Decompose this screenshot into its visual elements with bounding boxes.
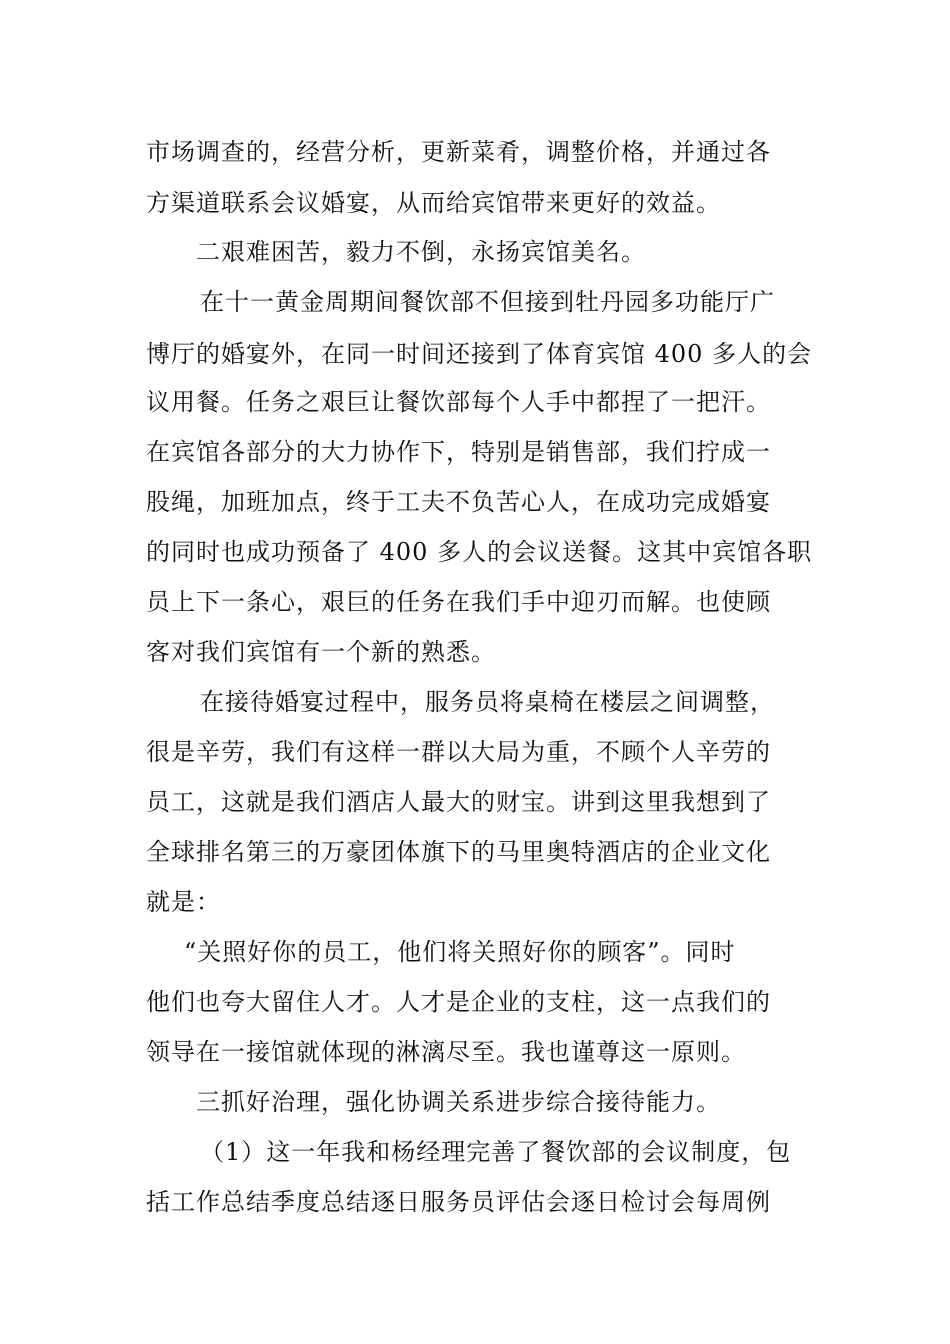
list-item-line: （1）这一年我和杨经理完善了餐饮部的会议制度，包 (200, 1138, 792, 1166)
text-line: 就是： (146, 888, 221, 916)
text-line: 在十一黄金周期间餐饮部不但接到牡丹园多功能厅广 (200, 288, 775, 316)
text-line: 员工，这就是我们酒店人最大的财宝。讲到这里我想到了 (146, 788, 771, 816)
text-line: 领导在一接馆就体现的淋漓尽至。我也谨尊这一原则。 (146, 1038, 746, 1066)
text-line: 在宾馆各部分的大力协作下，特别是销售部，我们拧成一 (146, 438, 771, 466)
text-line: 方渠道联系会议婚宴，从而给宾馆带来更好的效益。 (146, 189, 721, 217)
text-line: 议用餐。任务之艰巨让餐饮部每个人手中都捏了一把汗。 (146, 388, 771, 416)
text-line: 括工作总结季度总结逐日服务员评估会逐日检讨会每周例 (146, 1188, 771, 1216)
text-line: 客对我们宾馆有一个新的熟悉。 (146, 638, 496, 666)
section-heading: 三抓好治理，强化协调关系进步综合接待能力。 (196, 1088, 721, 1116)
text-line: 市场调查的，经营分析，更新菜肴，调整价格，并通过各 (146, 138, 771, 166)
text-line: 全球排名第三的万豪团体旗下的马里奥特酒店的企业文化 (146, 838, 771, 866)
text-line: 他们也夸大留住人才。人才是企业的支柱，这一点我们的 (146, 988, 771, 1016)
text-line: 的同时也成功预备了 400 多人的会议送餐。这其中宾馆各职 (146, 538, 813, 566)
section-heading: 二艰难困苦，毅力不倒，永扬宾馆美名。 (196, 238, 646, 266)
text-line: 员上下一条心，艰巨的任务在我们手中迎刃而解。也使顾 (146, 588, 771, 616)
text-line: 很是辛劳，我们有这样一群以大局为重，不顾个人辛劳的 (146, 738, 771, 766)
text-line: 博厅的婚宴外，在同一时间还接到了体育宾馆 400 多人的会 (146, 340, 813, 368)
text-line: 股绳，加班加点，终于工夫不负苦心人，在成功完成婚宴 (146, 488, 771, 516)
quote-line: “关照好你的员工，他们将关照好你的顾客”。同时 (184, 938, 736, 966)
text-line: 在接待婚宴过程中，服务员将桌椅在楼层之间调整， (200, 688, 775, 716)
